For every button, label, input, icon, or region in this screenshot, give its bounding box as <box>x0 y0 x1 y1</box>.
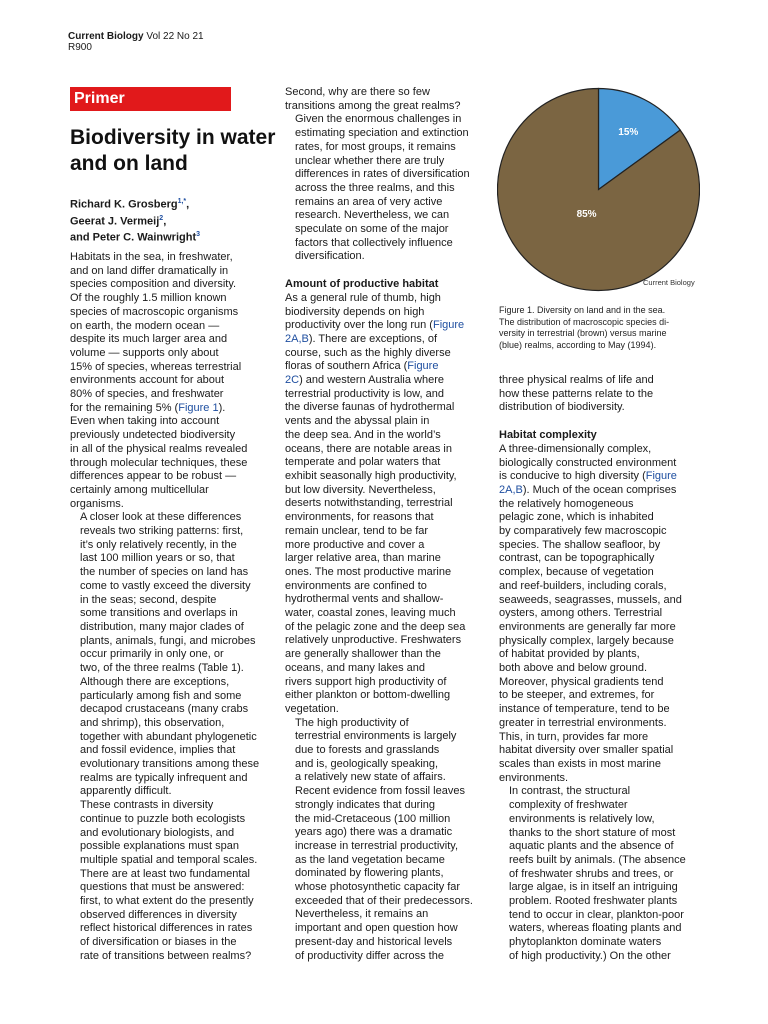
text-line: present-day and historical levels <box>295 935 453 948</box>
text-line: physically complex, largely because <box>499 634 674 647</box>
text-line: and shrimp), this observation, <box>80 716 225 729</box>
text-line: course, such as the highly diverse <box>285 346 451 359</box>
text-line: certainly among multicellular <box>70 483 209 496</box>
text-line: scales than exists in most marine <box>499 757 662 770</box>
journal-volume: Vol 22 No 21 <box>146 31 204 42</box>
text-line: the relatively homogeneous <box>499 497 634 510</box>
text-line: years ago) there was a dramatic <box>295 826 453 839</box>
text-line: 15% of species, whereas terrestrial <box>70 360 242 373</box>
text-line: environments, for reasons that <box>285 511 434 524</box>
text-line: problem. Rooted freshwater plants <box>509 895 678 908</box>
text-line: come to vastly exceed the diversity <box>80 579 251 592</box>
text-line: remains an area of very active <box>295 195 443 208</box>
text-line: species of macroscopic organisms <box>70 305 239 318</box>
paragraph <box>499 443 699 786</box>
text-line: rate of transitions between realms? <box>80 949 252 962</box>
text-line: species composition and diversity. <box>70 278 237 291</box>
text-line: tend to occur in clear, plankton-poor <box>509 908 684 921</box>
text-line: by comparatively few macroscopic <box>499 525 667 538</box>
text-line: of high productivity.) On the other <box>509 949 671 962</box>
text-line: occur primarily in only one, or <box>80 648 224 661</box>
text-line: speculate on some of the major <box>295 223 449 236</box>
text-line: 80% of species, and freshwater <box>70 388 224 401</box>
text-line: instance of temperature, tend to be <box>499 703 670 716</box>
column-1 <box>70 251 270 964</box>
author-1: Richard K. Grosberg$^{1,*}$, <box>70 198 190 211</box>
text-line: estimating speciation and extinction <box>295 127 469 140</box>
text-line: environments are generally far more <box>499 620 676 633</box>
page-number: R900 <box>68 42 92 53</box>
text-line: research. Nevertheless, we can <box>295 209 450 222</box>
figure-2ab-link[interactable]: 2A,B <box>499 483 523 496</box>
text-line: diversification. <box>295 250 365 263</box>
text-line: pelagic zone, which is inhabited <box>499 511 654 524</box>
author-2: Geerat J. Vermeij$^2$, <box>70 214 167 228</box>
text-line: floras of southern Africa (Figure <box>285 360 439 373</box>
text-line: in all of the physical realms revealed <box>70 442 248 455</box>
text-line: phytoplankton dominate waters <box>509 936 662 949</box>
figure-2-link[interactable]: Figure <box>645 470 677 483</box>
text-line: This, in turn, provides far more <box>499 730 649 743</box>
text-line: vents and the abyssal plain in <box>285 415 430 428</box>
text-line: three physical realms of life and <box>499 374 654 386</box>
text-line: environments. <box>499 771 569 784</box>
text-line: The distribution of macroscopic species di- <box>499 316 670 327</box>
text-line: 2A,B). Much of the ocean comprises <box>499 483 677 496</box>
figure-caption <box>499 305 704 351</box>
text-line: increase in terrestrial productivity, <box>295 839 459 852</box>
text-line: relatively unproductive. Freshwaters <box>285 634 462 647</box>
figure-2-link[interactable]: Figure <box>432 319 465 332</box>
text-line: Although there are exceptions, <box>80 675 230 688</box>
text-line: together with abundant phylogenetic <box>80 730 257 743</box>
text-line: 2A,B). There are exceptions, of <box>285 332 438 345</box>
text-line: reveals two striking patterns: first, <box>80 525 244 538</box>
text-line: apparently difficult. <box>80 785 172 798</box>
pie-chart <box>497 87 700 292</box>
paragraph <box>285 86 485 113</box>
text-line: important and open question how <box>295 922 458 935</box>
text-line: due to forests and grasslands <box>295 744 440 757</box>
text-line: oysters, among others. Terrestrial <box>499 607 663 620</box>
text-line: water, coastal zones, leaving much <box>285 607 456 620</box>
text-line: but low diversity. Nevertheless, <box>285 483 436 496</box>
text-line: differences appear to be robust — <box>70 470 237 483</box>
text-line: temperate and polar waters that <box>285 456 441 469</box>
text-line: it’s only relatively recently, in the <box>80 538 237 551</box>
text-line: contrast, can be topographically <box>499 552 655 565</box>
text-line: the number of species on land has <box>80 566 249 579</box>
text-line: thanks to the short stature of most <box>509 826 676 839</box>
text-line: A closer look at these differences <box>80 511 242 524</box>
text-line: first, to what extent do the presently <box>80 895 254 908</box>
text-line: distribution of biodiversity. <box>499 401 625 414</box>
text-line: These contrasts in diversity <box>80 799 214 812</box>
text-line: Recent evidence from fossil leaves <box>295 785 465 798</box>
text-line: plants, animals, fungi, and microbes <box>80 634 256 647</box>
text-line: productivity over the long run (Figure <box>285 319 465 332</box>
text-line: environments are confined to <box>285 579 427 592</box>
text-line: reflect historical differences in rates <box>80 922 253 935</box>
article-title: Biodiversity in water and on land <box>70 126 276 175</box>
text-line: across the three realms, and this <box>295 181 455 194</box>
section-label: Primer <box>70 87 231 111</box>
text-line: oceans, and many lakes and <box>285 661 426 674</box>
text-line: of habitat provided by plants, <box>499 648 640 661</box>
figure-1 <box>497 87 700 292</box>
text-line: rates, for most groups, it remains <box>295 140 456 153</box>
text-line: the diverse faunas of hydrothermal <box>285 401 455 414</box>
text-line: habitat diversity over smaller spatial <box>499 744 674 757</box>
text-line: and fossil evidence, implies that <box>80 744 236 757</box>
text-line: more productive and cover a <box>285 538 425 551</box>
section-heading: Amount of productive habitat <box>285 278 439 291</box>
text-line: complex, because of vegetation <box>499 566 654 579</box>
text-line: vegetation. <box>285 702 339 715</box>
text-line: distribution, many major clades of <box>80 620 244 633</box>
text-line: of freshwater shrubs and trees, or <box>509 867 674 880</box>
text-line: Second, why are there so few <box>285 86 430 98</box>
text-line: environments account for about <box>70 374 225 387</box>
text-line: in the seas; second, despite <box>80 593 217 606</box>
text-line: A three-dimensionally complex, <box>499 442 652 455</box>
text-line: ones. The most productive marine <box>285 565 452 578</box>
figure-credit: Current Biology <box>643 278 695 287</box>
author-1-affiliation[interactable]: 1,* <box>177 198 187 205</box>
text-line: biodiversity depends on high <box>285 305 425 318</box>
paragraph <box>70 799 270 963</box>
pie-slice-label: 85% <box>576 208 597 220</box>
text-line: particularly among fish and some <box>80 689 242 702</box>
text-line: 2C) and western Australia where <box>285 374 444 387</box>
text-line: remain unclear, tend to be far <box>285 524 429 537</box>
text-line: multiple spatial and temporal scales. <box>80 853 258 866</box>
text-line: realms are typically infrequent and <box>80 771 248 784</box>
figure-1-link[interactable]: Figure 1 <box>178 401 219 414</box>
text-line: aquatic plants and the absence of <box>509 840 674 853</box>
text-line: Even when taking into account <box>70 415 220 428</box>
author-3-affiliation[interactable]: 3 <box>196 231 201 239</box>
text-line: transitions among the great realms? <box>285 99 461 112</box>
paragraph <box>70 511 270 799</box>
paragraph <box>285 292 485 717</box>
text-line: of productivity differ across the <box>295 949 444 962</box>
paragraph <box>499 785 699 963</box>
text-line: hydrothermal vents and shallow- <box>285 593 444 606</box>
text-line: two, of the three realms (Table 1). <box>80 662 244 675</box>
text-line: a relatively new state of affairs. <box>295 771 446 784</box>
text-line: and reef-builders, including corals, <box>499 579 667 592</box>
text-line: last 100 million years or so, that <box>80 552 235 565</box>
text-line: how these patterns relate to the <box>499 387 654 400</box>
text-line: volume — supports only about <box>70 346 219 359</box>
figure-2c-link[interactable]: 2C <box>285 374 300 387</box>
text-line: is conducive to high diversity (Figure <box>499 470 677 483</box>
author-3: and Peter C. Wainwright$^3$ <box>70 231 201 244</box>
text-line: Figure 1. Diversity on land and in the sea. <box>499 305 666 315</box>
text-line: and is, geologically speaking, <box>295 757 439 770</box>
text-line: Moreover, physical gradients tend <box>499 675 664 688</box>
text-line: (blue) realms, according to May (1994). <box>499 339 657 350</box>
text-line: seaweeds, seagrasses, mussels, and <box>499 593 682 606</box>
text-line: complexity of freshwater <box>509 799 628 812</box>
text-line: environments is relatively low, <box>509 812 655 825</box>
text-line: The high productivity of <box>295 716 409 729</box>
text-line: whose photosynthetic capacity far <box>295 881 461 894</box>
paragraph <box>285 717 485 964</box>
text-line: exhibit seasonally high productivity, <box>285 469 457 482</box>
text-line: In contrast, the structural <box>509 785 631 798</box>
paragraph <box>285 113 485 264</box>
text-line: and evolutionary biologists, and <box>80 826 235 839</box>
text-line: for the remaining 5% (Figure 1). <box>70 401 226 414</box>
text-line: decapod crustaceans (many crabs <box>80 703 249 716</box>
figure-2-link[interactable]: Figure <box>407 360 439 373</box>
text-line: and on land differ dramatically in <box>70 264 229 277</box>
pie-slice-label: 15% <box>618 127 639 139</box>
text-line: reefs built by animals. (The absence <box>509 853 686 866</box>
text-line: previously undetected biodiversity <box>70 429 236 442</box>
text-line: biologically constructed environment <box>499 456 677 469</box>
text-line: some transitions and overlaps in <box>80 607 238 620</box>
text-line: possible explanations must span <box>80 840 239 853</box>
text-line: on earth, the modern ocean — <box>70 319 220 332</box>
text-line: exceeded that of their predecessors. <box>295 894 473 907</box>
text-line: terrestrial environments is largely <box>295 730 457 743</box>
text-line: larger relative area, than marine <box>285 552 441 565</box>
column-3 <box>499 374 699 964</box>
text-line: factors that collectively influence <box>295 236 453 249</box>
text-line: of the pelagic zone and the deep sea <box>285 620 466 633</box>
text-line: are generally shallower than the <box>285 648 441 661</box>
paragraph <box>70 251 270 511</box>
text-line: strongly indicates that during <box>295 798 436 811</box>
text-line: questions that must be answered: <box>80 881 245 894</box>
text-line: large algae, is in itself an intriguing <box>509 881 678 894</box>
running-header <box>68 31 204 53</box>
figure-2ab-link[interactable]: 2A,B <box>285 332 309 345</box>
paragraph <box>499 374 699 415</box>
text-line: As a general rule of thumb, high <box>285 291 441 304</box>
author-list <box>70 195 280 245</box>
text-line: oceans, there are notable areas in <box>285 442 452 455</box>
journal-name: Current Biology <box>68 31 144 42</box>
text-line: terrestrial productivity is low, and <box>285 387 444 400</box>
text-line: of diversification or biases in the <box>80 936 237 949</box>
text-line: greater in terrestrial environments. <box>499 716 667 729</box>
text-line: through molecular techniques, these <box>70 456 248 469</box>
text-line: Of the roughly 1.5 million known <box>70 292 227 305</box>
text-line: the deep sea. And in the world’s <box>285 428 441 441</box>
text-line: despite its much larger area and <box>70 333 228 346</box>
text-line: unclear whether there are truly <box>295 154 445 167</box>
column-2 <box>285 86 485 963</box>
text-line: waters, whereas floating plants and <box>509 922 682 935</box>
text-line: deserts notwithstanding, terrestrial <box>285 497 453 510</box>
section-heading: Habitat complexity <box>499 429 597 442</box>
text-line: dominated by flowering plants, <box>295 867 444 880</box>
text-line: evolutionary transitions among these <box>80 758 260 771</box>
text-line: There are at least two fundamental <box>80 867 250 880</box>
text-line: versity in terrestrial (brown) versus marine <box>499 328 667 338</box>
text-line: Nevertheless, it remains an <box>295 908 429 921</box>
text-line: Given the enormous challenges in <box>295 113 462 126</box>
text-line: organisms. <box>70 497 124 510</box>
text-line: Habitats in the sea, in freshwater, <box>70 251 233 263</box>
text-line: as the land vegetation became <box>295 853 445 866</box>
text-line: both above and below ground. <box>499 662 648 675</box>
text-line: differences in rates of diversification <box>295 168 470 181</box>
text-line: either plankton or bottom-dwelling <box>285 689 451 702</box>
author-2-affiliation[interactable]: 2 <box>159 214 164 222</box>
text-line: to be steeper, and extremes, for <box>499 689 655 702</box>
text-line: the mid-Cretaceous (100 million <box>295 812 451 825</box>
text-line: species. The shallow seafloor, by <box>499 538 661 551</box>
text-line: rivers support high productivity of <box>285 675 447 688</box>
text-line: observed differences in diversity <box>80 908 237 921</box>
text-line: continue to puzzle both ecologists <box>80 812 246 825</box>
